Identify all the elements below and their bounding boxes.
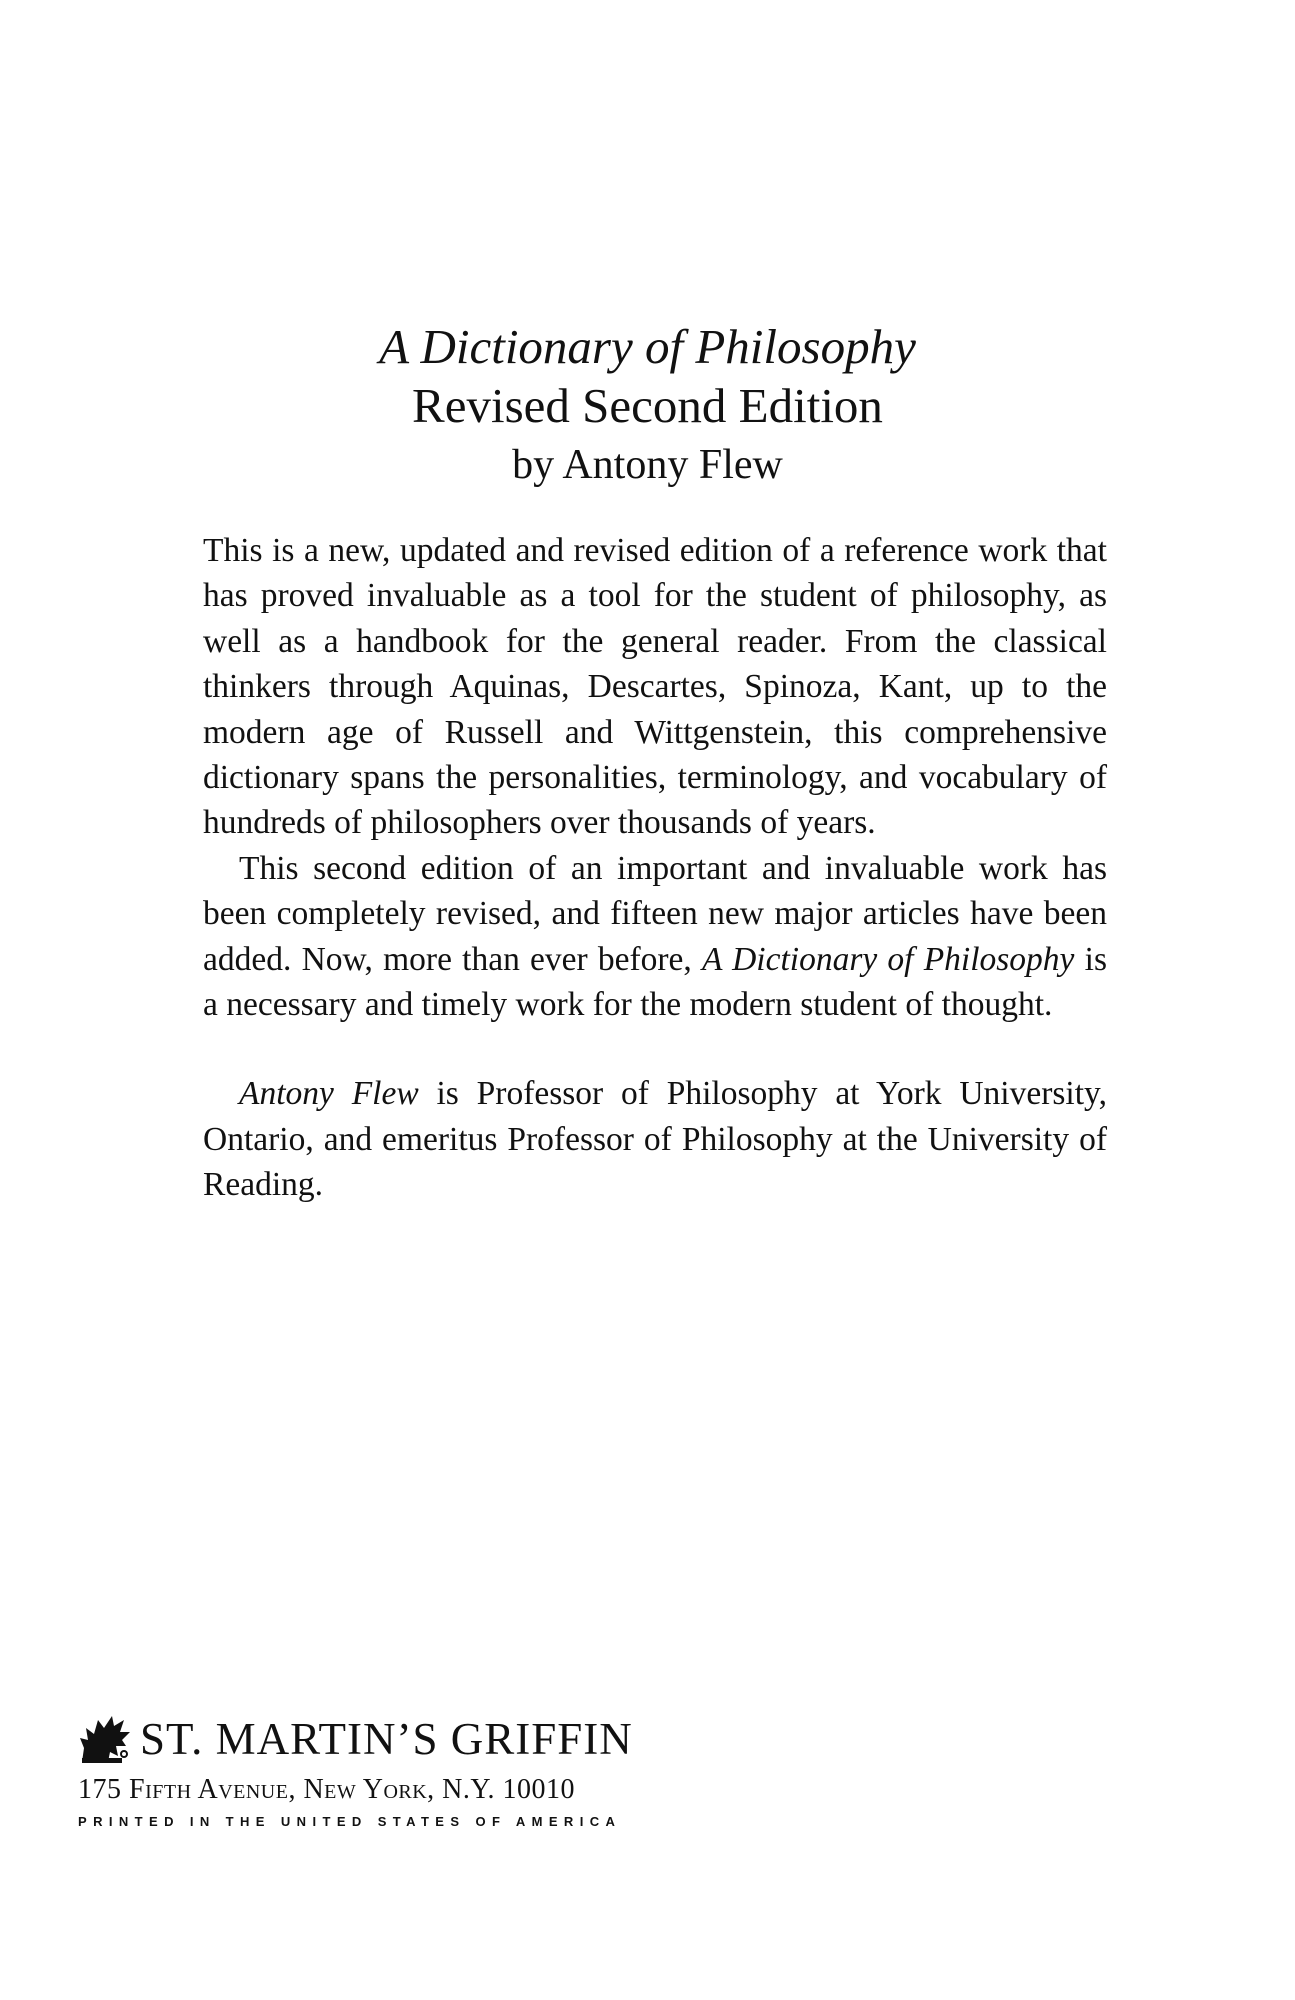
edition-label: Revised Second Edition <box>412 378 883 433</box>
paragraph-2-end: is a necessary and timely work for the modern student of thought. <box>203 940 1107 1024</box>
description-paragraph-1: This is a new, updated and revised edition of a reference work that has proved invaluable as a tool for the student of philosophy, as well as a handbook for the general reader. From the classical thinkers through Aquinas, Descartes, Spinoza, Kant, up to the modern age of Russell and Wittgenstein, this comprehensive dictionary spans the personalities, terminology, and vocabulary of hundreds of philosophers over thousands of years. <box>203 532 1107 842</box>
paragraph-2-start: This second edition of an important and invaluable work has been completely revised, and fifteen new major articles have been added. Now, more than ever before, <box>203 849 1107 978</box>
publisher-imprint <box>78 1706 658 1829</box>
bio-text: is Professor of Philosophy at York University, Ontario, and emeritus Professor of Philosophy at the University of Reading. <box>203 1075 1107 1204</box>
publisher-address: 175 Fifth Avenue, New York, N.Y. 10010 <box>78 1774 576 1805</box>
bio-author-name: Antony Flew <box>239 1075 419 1113</box>
printed-in-notice: PRINTED IN THE UNITED STATES OF AMERICA <box>78 1814 622 1829</box>
description-paragraph-2 <box>203 846 1107 1028</box>
publisher-name-row <box>78 1706 658 1764</box>
author-bio <box>203 1071 1107 1207</box>
book-description <box>203 528 1107 1208</box>
book-title: A Dictionary of Philosophy <box>379 319 916 374</box>
author-byline: by Antony Flew <box>512 442 783 488</box>
title-block <box>0 318 1295 494</box>
publisher-name: ST. MARTIN’S GRIFFIN <box>140 1714 633 1764</box>
paragraph-2-title: A Dictionary of Philosophy <box>702 940 1075 978</box>
griffin-icon <box>78 1714 132 1764</box>
